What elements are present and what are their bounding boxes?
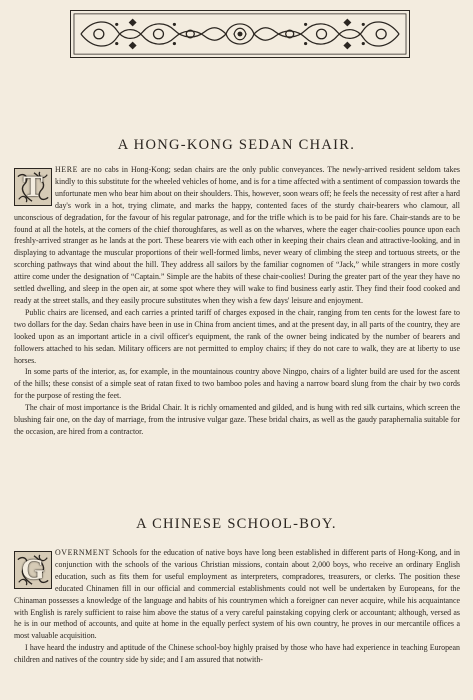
article-body bbox=[14, 547, 460, 666]
initial-spacer bbox=[14, 547, 55, 587]
article-body bbox=[14, 164, 460, 438]
initial-spacer bbox=[14, 164, 55, 204]
paragraph-text: are no cabs in Hong-Kong; sedan chairs are the only public conveyances. The newly-arrived resident seldom takes kindly to this substitute for the wheeled vehicles of home, and is for a time affected with a sentiment of compassion towards the unfortunate men who bear him about on their shoulders. This, however, soon wears off; he feels the necessity of rest after a hard day's work in a hot, trying climate, and marks the happy, contented faces of the sturdy chair-bearers who clamour, all unconscious of degradation, for the favour of his regular patronage, and for the trifle which is to be paid for his fare. Chair-stands are to be found at all the hotels, at the corners of the chief thoroughfares, as well as on the wharves, where the eager chair-coolies pounce upon each freshly-arrived stranger as he lands at the port. These bearers vie with each other in keeping their chairs clean and attractive-looking, and in displaying to advantage the muscular proportions of their well-formed limbs, never weary of climbing the steep and tortuous streets, or the scorching pathways that wind about the hill. They address all sailors by the familiar cognomen of “Jack,” while strangers in more costly attire come under the designation of “Captain.” Simple are the habits of these chair-coolies! During the greater part of the year they have no settled dwelling, and sleep in the open air, at some spot where they will wake to find business early astir. They find their food cooked and ready at the street stalls, and they easily procure substitutes when they wish a few days' leisure and enjoyment. bbox=[14, 165, 460, 305]
paragraph: I have heard the industry and aptitude of the Chinese school-boy highly praised by those who have had experience in teaching European children and natives of the country side by side; and I am assured that notwith- bbox=[14, 643, 460, 665]
scrollwork-ornament bbox=[71, 11, 409, 57]
paragraph: Public chairs are licensed, and each carries a printed tariff of charges exposed in the chair, ranging from ten cents for the lowest fare to two dollars for the day. Sedan chairs have been in use in China from ancient times, and at the present day, in all parts of the country, they are looked upon as an important article in a civil officer's equipment, the rank of the owner being indicated by the number of bearers and followers attached to his sedan. Military officers are not permitted to employ chairs; if they do not care to walk, they are at liberty to use horses. bbox=[14, 307, 460, 365]
lead-word: OVERNMENT bbox=[55, 548, 110, 557]
initial-letter: G bbox=[21, 553, 45, 586]
article-title: A CHINESE SCHOOL-BOY. bbox=[136, 516, 337, 532]
lead-word: HERE bbox=[55, 165, 79, 174]
paragraph bbox=[14, 547, 460, 642]
ornamental-headpiece bbox=[70, 10, 410, 58]
paragraph-text: Schools for the education of native boys have long been established in different parts of Hong-Kong, and in conjunction with the schools of the various Christian missions, contain about 2,000 boys, who receive an ordinary English education, such as fits them for useful employment as interpreters, compradores, treasurers, or clerks. The position these educated Chinamen fill in our official and commercial establishments could not well be undertaken by Europeans, for the Chinaman possesses a knowledge of the language and habits of his countrymen which a foreigner can never acquire, while his acquaintance with English is rarely sufficient to raise him above the status of a very careful painstaking copying clerk or accountant; although, versed as he is in our method of accounts, and quite at home in the equally perfect system of his own country, he proves in our mercantile offices a most valuable acquisition. bbox=[14, 548, 460, 641]
paragraph bbox=[14, 164, 460, 307]
initial-letter: T bbox=[22, 170, 43, 203]
paragraph: In some parts of the interior, as, for example, in the mountainous country above Ningpo, chairs of a lighter build are used for the ascent of the hills; these consist of a simple seat of ratan fixed to two bamboo poles and having a narrow board slung from the chair by two cords for the purpose of resting the feet. bbox=[14, 367, 460, 401]
paragraph: The chair of most importance is the Bridal Chair. It is richly ornamented and gilded, and is hung with red silk curtains, which screen the blushing fair one, on the day of marriage, from the intrusive vulgar gaze. These bridal chairs, as well as the gaudy paraphernalia suitable for the occasion, are hired from a contractor. bbox=[14, 403, 460, 436]
article-title: A HONG-KONG SEDAN CHAIR. bbox=[117, 137, 356, 153]
